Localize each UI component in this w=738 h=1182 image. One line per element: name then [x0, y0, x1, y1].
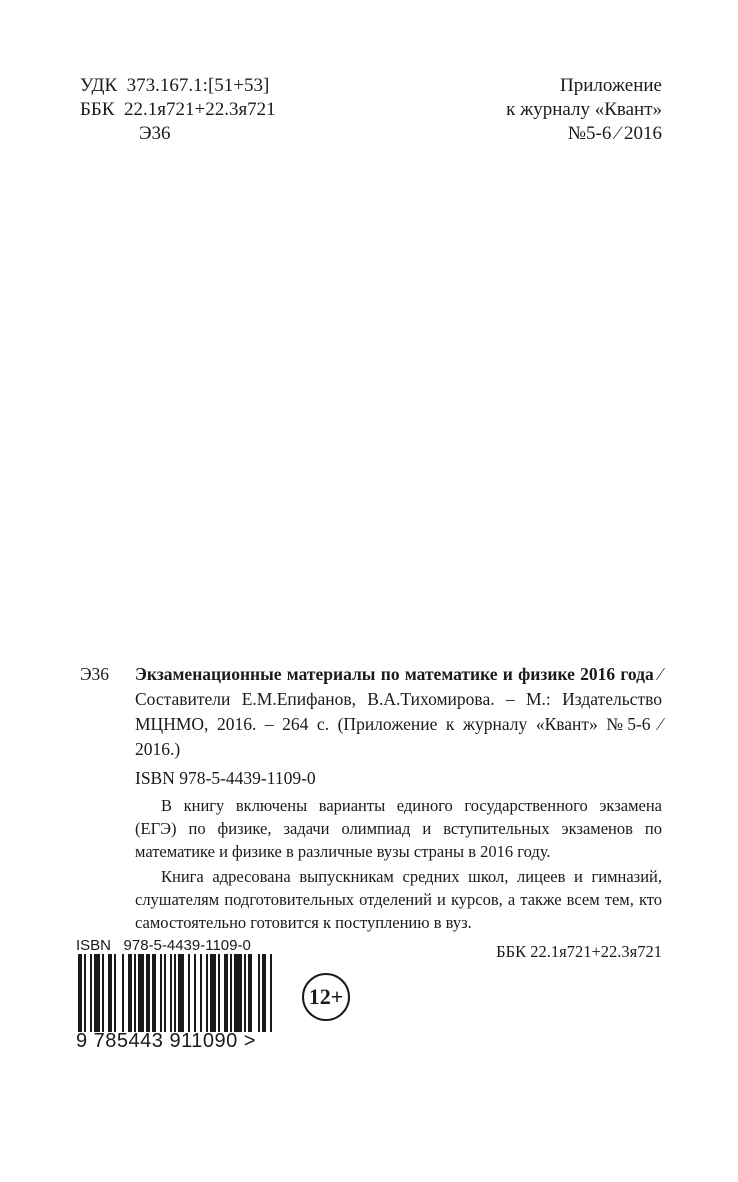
abstract-paragraph: В книгу включены варианты единого государственного экзамена (ЕГЭ) по физике, задачи олимпиад и вступительных экзаменов по математике и физике в различные вузы страны в 2016 году. — [135, 796, 662, 861]
author-code: Э36 — [139, 123, 171, 144]
abstract — [135, 794, 662, 934]
book-title: Экзаменационные материалы по математике и физике 2016 года — [135, 664, 654, 684]
barcode-isbn-text: ISBN 978-5-4439-1109-0 — [76, 937, 251, 954]
appendix-line-2: к журналу «Квант» — [506, 99, 662, 120]
appendix-line-1: Приложение — [560, 75, 662, 96]
age-rating-badge: 12+ — [302, 973, 350, 1021]
barcode-block — [76, 937, 286, 1052]
appendix-note — [506, 74, 662, 146]
barcode-icon — [76, 954, 278, 1032]
bbk-bottom: ББК 22.1я721+22.3я721 — [496, 942, 662, 961]
isbn: ISBN 978-5-4439-1109-0 — [135, 768, 316, 788]
barcode-digits: 9 785443 911090 > — [76, 1030, 256, 1052]
catalog-card — [80, 662, 662, 792]
card-details: ⁄ Составители Е.М.Епифанов, В.А.Тихомирова. – М.: Издательство МЦНМО, 2016. – 264 с. (Приложение к журналу «Квант» №5-6 ⁄ 2016.) — [135, 664, 662, 759]
abstract-paragraph: Книга адресована выпускникам средних школ, лицеев и гимназий, слушателям подготовительных отделений и курсов, а также всем тем, кто самостоятельно готовится к поступлению в вуз. — [135, 867, 662, 932]
card-code: Э36 — [80, 664, 110, 684]
classification-block — [80, 74, 276, 146]
udk-code: УДК 373.167.1:[51+53] — [80, 75, 270, 96]
card-description — [135, 662, 662, 762]
bbk-code: ББК 22.1я721+22.3я721 — [80, 99, 276, 120]
appendix-line-3: №5-6 ⁄ 2016 — [567, 123, 662, 144]
